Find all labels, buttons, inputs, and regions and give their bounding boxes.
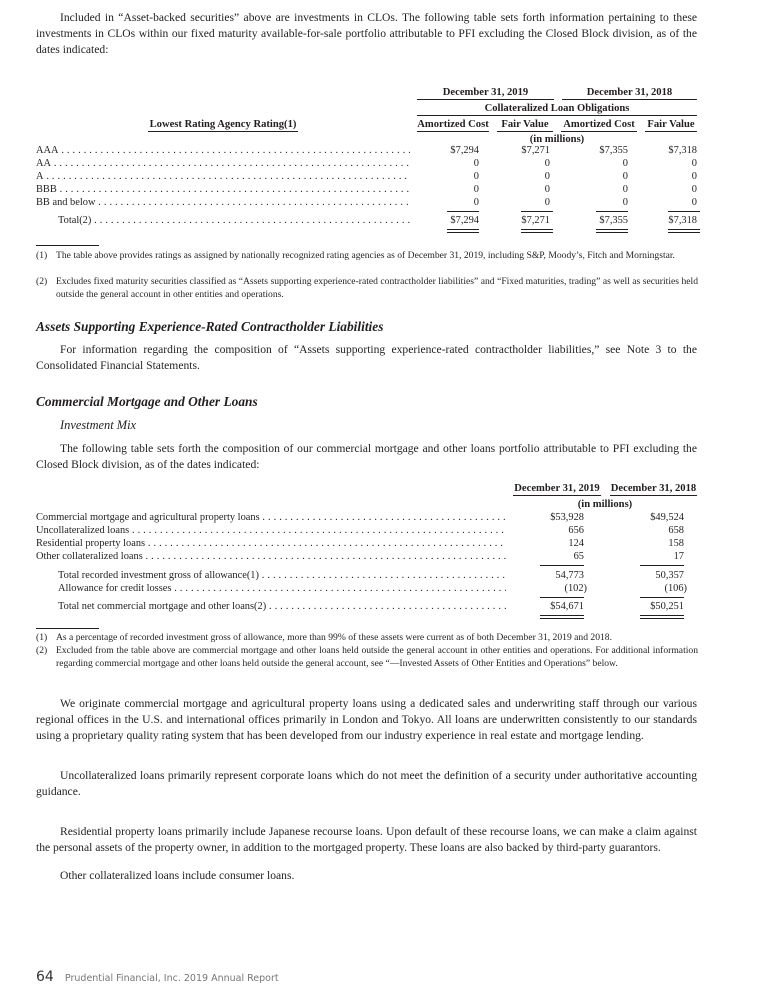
total-row: Total(2) . . . $7,294 $7,271 $7,355 $7,318: [0, 214, 768, 228]
clo-group-header: Collateralized Loan Obligations: [417, 103, 697, 116]
page-number: 64: [36, 969, 54, 985]
footnote-divider: [36, 245, 99, 246]
total-row: Total net commercial mortgage and other loans(2) . . . $54,671 $50,251: [0, 600, 768, 614]
subtotal-rule: [540, 597, 584, 598]
subtotal-rule: [640, 565, 684, 566]
table-row: AAA . . . $7,294 $7,271 $7,355 $7,318: [0, 144, 768, 158]
body-paragraph: Uncollateralized loans primarily represent corporate loans which do not meet the definition of a security under authoritative accounting guidance.: [36, 769, 697, 798]
loans-col-header-2019: December 31, 2019: [514, 483, 600, 494]
loans-unit-label: (in millions): [577, 499, 633, 510]
subtotal-rule: [521, 211, 553, 212]
body-paragraph: We originate commercial mortgage and agricultural property loans using a dedicated sales and underwriting staff through our various regional offices in the U.S. and international offices primarily in London and Tokyo. All loans are underwritten consistently to our standards using a proprietary quality rating system that has been developed from our industry experience in real estate and mortgage lending.: [36, 697, 697, 742]
clo-period-header-2018: December 31, 2018: [562, 87, 697, 100]
total-double-rule: [540, 615, 584, 619]
loans-footnote-2: (2) Excluded from the table above are commercial mortgage and other loans held outside the general account in other entities and operations. For additional information regarding commercial mortgage and other loans held outside the general account, see “—Invested Assets of Other Entities and Operations” below.: [36, 645, 698, 669]
section-heading-mortgage: Commercial Mortgage and Other Loans: [36, 394, 258, 409]
mortgage-paragraph: The following table sets forth the composition of our commercial mortgage and other loans portfolio attributable to PFI excluding the Closed Block division, as of the dates indicated:: [36, 442, 697, 471]
report-title: Prudential Financial, Inc. 2019 Annual Report: [64, 973, 279, 984]
section-heading-assets: Assets Supporting Experience-Rated Contractholder Liabilities: [36, 319, 384, 334]
total-double-rule: [447, 229, 479, 233]
total-double-rule: [640, 615, 684, 619]
table-row: BB and below . . . 0 0 0 0: [0, 196, 768, 210]
clo-footnote-1: (1) The table above provides ratings as assigned by nationally recognized rating agencies as of December 31, 2019, including S&P, Moody’s, Fitch and Morningstar.: [36, 250, 675, 261]
clo-unit-label: (in millions): [529, 134, 585, 145]
page-footer: [36, 966, 279, 985]
table-row: AA . . . 0 0 0 0: [0, 157, 768, 171]
table-row: Uncollateralized loans . . . 656 658: [0, 524, 768, 538]
total-double-rule: [668, 229, 700, 233]
clo-period-header-2019: December 31, 2019: [417, 87, 554, 100]
clo-row-header: Lowest Rating Agency Rating(1): [149, 119, 297, 130]
subheading-investment-mix: Investment Mix: [60, 418, 137, 432]
body-paragraph: Other collateralized loans include consumer loans.: [60, 869, 295, 882]
clo-col-header: Amortized Cost: [417, 119, 489, 130]
total-double-rule: [596, 229, 628, 233]
body-paragraph: Residential property loans primarily include Japanese recourse loans. Upon default of these recourse loans, we can make a claim against the personal assets of the property owner, in addition to the mortgaged property. These loans are also backed by third-party guarantors.: [36, 825, 697, 854]
loans-footnote-1: (1) As a percentage of recorded investment gross of allowance, more than 99% of these assets were current as of both December 31, 2019 and 2018.: [36, 632, 612, 643]
subtotal-row: Total recorded investment gross of allowance(1) . . . 54,773 50,357: [0, 569, 768, 583]
subtotal-rule: [668, 211, 700, 212]
allowance-row: Allowance for credit losses . . . (102) (106): [0, 582, 768, 596]
table-row: Commercial mortgage and agricultural property loans . . . $53,928 $49,524: [0, 511, 768, 525]
clo-col-header: Amortized Cost: [561, 119, 637, 132]
total-double-rule: [521, 229, 553, 233]
table-row: Other collateralized loans . . . 65 17: [0, 550, 768, 564]
assets-paragraph: For information regarding the composition of “Assets supporting experience-rated contractholder liabilities,” see Note 3 to the Consolidated Financial Statements.: [36, 343, 697, 372]
subtotal-rule: [540, 565, 584, 566]
subtotal-rule: [640, 597, 684, 598]
footnote-divider: [36, 628, 99, 629]
table-row: Residential property loans . . . 124 158: [0, 537, 768, 551]
subtotal-rule: [596, 211, 628, 212]
intro-paragraph: Included in “Asset-backed securities” above are investments in CLOs. The following table sets forth information pertaining to these investments in CLOs within our fixed maturity available-for-sale portfolio attributable to PFI excluding the Closed Block division, as of the dates indicated:: [36, 11, 697, 56]
clo-col-header: Fair Value: [497, 119, 553, 132]
clo-col-header: Fair Value: [645, 119, 697, 132]
loans-col-header-2018: December 31, 2018: [610, 483, 697, 494]
subtotal-rule: [447, 211, 479, 212]
table-row: A . . . 0 0 0 0: [0, 170, 768, 184]
clo-footnote-2: (2) Excludes fixed maturity securities classified as “Assets supporting experience-rated contractholder liabilities” and “Fixed maturities, trading” as well as securities held outside the general account in other entities and operations.: [36, 276, 698, 300]
table-row: BBB . . . 0 0 0 0: [0, 183, 768, 197]
